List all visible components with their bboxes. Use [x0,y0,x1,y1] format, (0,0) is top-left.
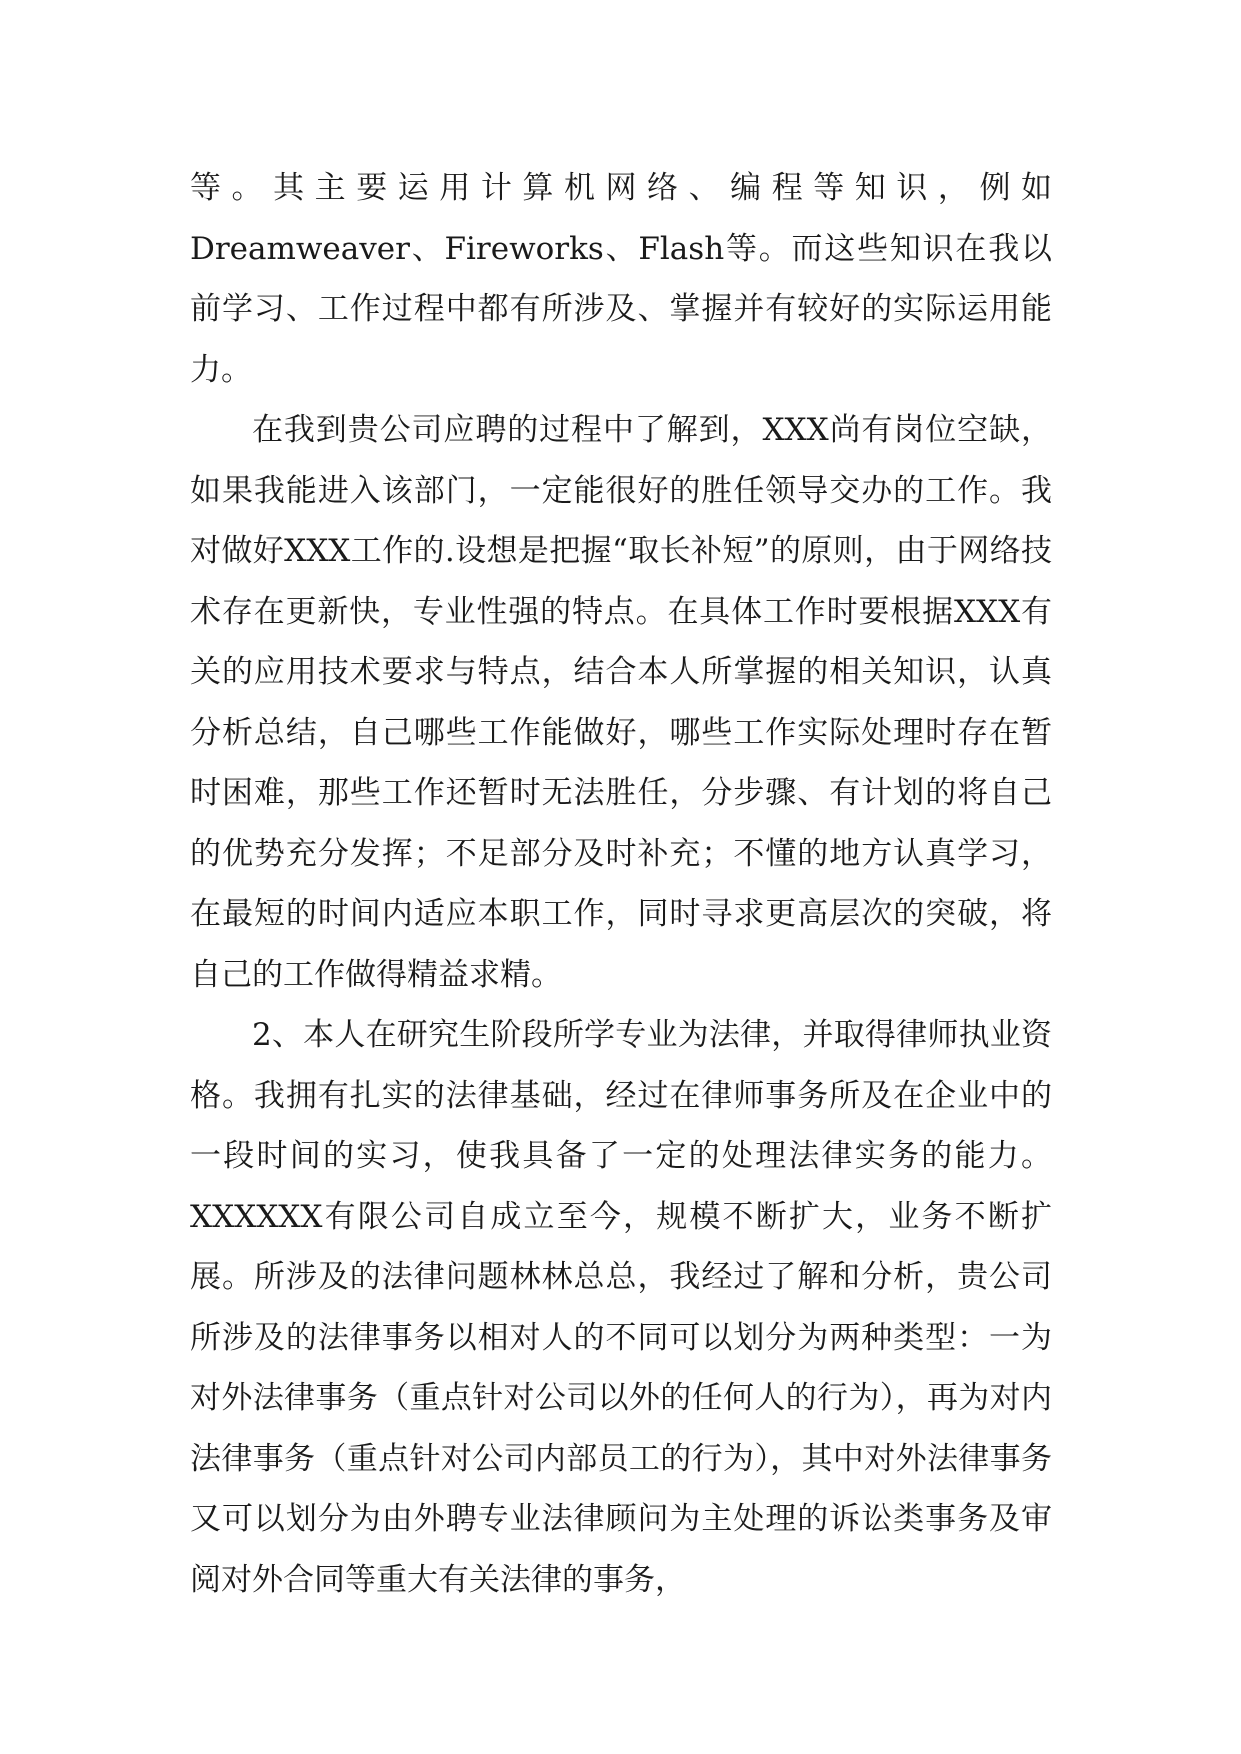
paragraph-3: 2、本人在研究生阶段所学专业为法律，并取得律师执业资格。我拥有扎实的法律基础，经过在律师事务所及在企业中的一段时间的实习，使我具备了一定的处理法律实务的能力。XXXXXX有限公司自成立至今，规模不断扩大，业务不断扩展。所涉及的法律问题林林总总，我经过了解和分析，贵公司所涉及的法律事务以相对人的不同可以划分为两种类型：一为对外法律事务（重点针对公司以外的任何人的行为），再为对内法律事务（重点针对公司内部员工的行为），其中对外法律事务又可以划分为由外聘专业法律顾问为主处理的诉讼类事务及审阅对外合同等重大有关法律的事务， [190,1017,1052,1598]
body-text [190,158,1052,1610]
paragraph-2: 在我到贵公司应聘的过程中了解到，XXX尚有岗位空缺，如果我能进入该部门，一定能很好的胜任领导交办的工作。我对做好XXX工作的.设想是把握“取长补短”的原则，由于网络技术存在更新快，专业性强的特点。在具体工作时要根据XXX有关的应用技术要求与特点，结合本人所掌握的相关知识，认真分析总结，自己哪些工作能做好，哪些工作实际处理时存在暂时困难，那些工作还暂时无法胜任，分步骤、有计划的将自己的优势充分发挥；不足部分及时补充；不懂的地方认真学习，在最短的时间内适应本职工作，同时寻求更高层次的突破，将自己的工作做得精益求精。 [190,412,1052,993]
paragraph-1: 等。其主要运用计算机网络、编程等知识，例如Dreamweaver、Fireworks、Flash等。而这些知识在我以前学习、工作过程中都有所涉及、掌握并有较好的实际运用能力。 [190,170,1052,388]
